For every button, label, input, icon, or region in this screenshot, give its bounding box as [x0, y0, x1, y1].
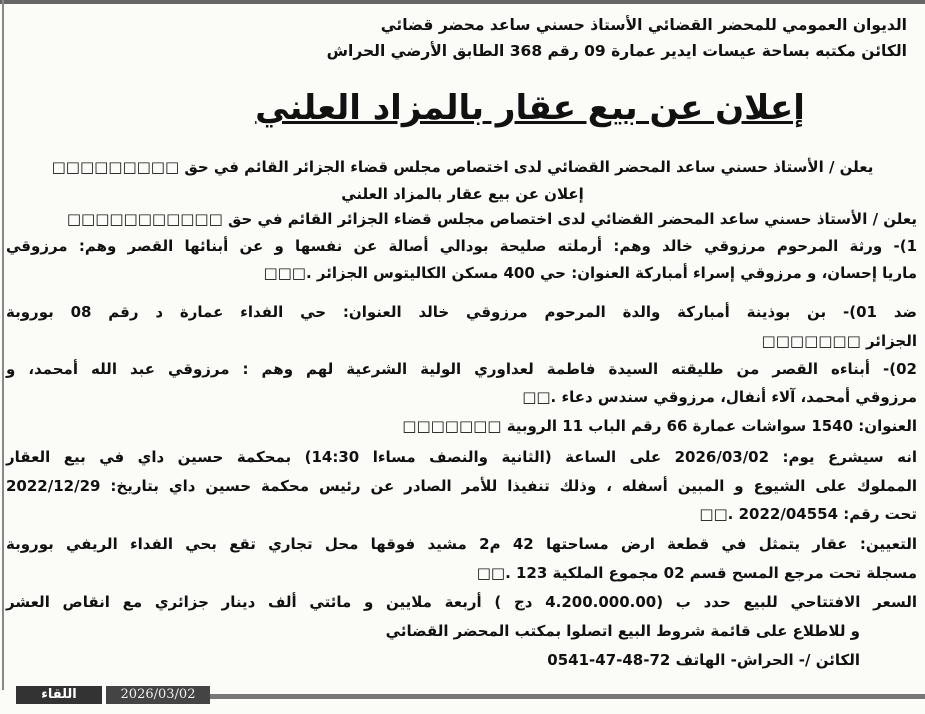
body-line: يعلن / الأستاذ حسني ساعد المحضر القضائي لدى اختصاص مجلس قضاء الجزائر القائم في حق □□□□□□□□□□□ [66, 210, 917, 228]
body-line: السعر الافتتاحي للبيع حدد ب (4.200.000.00 دج ) أربعة ملايين و مائتي ألف دينار جزائري مع انقاص العشر [6, 593, 917, 611]
body-line: المملوك على الشيوع و المبين أسفله ، وذلك تنفيذا للأمر الصادر عن رئيس محكمة حسين داي بتاريخ: 2022/12/29 [6, 477, 917, 495]
body-line: و للاطلاع على قائمة شروط البيع اتصلوا بمكتب المحضر القضائي [385, 622, 860, 640]
body-line: ضد 01)- بن بوذينة أمباركة والدة المرحوم مرزوقي خالد العنوان: حي الفداء عمارة د رقم 08 بوروبة [6, 303, 917, 321]
notice-title: إعلان عن بيع عقار بالمزاد العلني [255, 88, 805, 128]
body-line: مسجلة تحت مرجع المسح قسم 02 مجموع الملكية 123 .□□ [476, 564, 917, 582]
body-line: يعلن / الأستاذ حسني ساعد المحضر القضائي لدى اختصاص مجلس قضاء الجزائر القائم في حق □□□□□□□□□ [51, 158, 874, 176]
left-rule [2, 0, 4, 690]
body-line: ماريا إحسان، و مرزوقي إسراء أمباركة العنوان: حي 400 مسكن الكاليتوس الجزائر .□□□ [263, 264, 917, 282]
top-rule [0, 0, 925, 4]
body-line: مرزوقي أمحمد، آلاء أنفال، مرزوقي سندس دعاء .□□ [522, 388, 917, 406]
publication-name: اللقاء [16, 686, 102, 704]
body-line: الكائن /- الحراش- الهاتف 72-48-47-0541 [547, 651, 860, 669]
header-line-1: الديوان العمومي للمحضر القضائي الأستاذ حسني ساعد محضر قضائي [380, 16, 907, 34]
body-line: إعلان عن بيع عقار بالمزاد العلني [341, 185, 584, 203]
body-line: تحت رقم: 2022/04554 .□□ [699, 505, 917, 523]
footer-rule [210, 694, 925, 699]
publication-date: 2026/03/02 [106, 686, 210, 704]
body-line: التعيين: عقار يتمثل في قطعة ارض مساحتها 42 م2 مشيد فوقها محل تجاري تقع بحي الفداء الريفي بوروبة [6, 535, 917, 553]
header-line-2: الكائن مكتبه بساحة عيسات ايدير عمارة 09 رقم 368 الطابق الأرضي الحراش [326, 42, 907, 60]
footer-bar [0, 686, 925, 704]
body-line: العنوان: 1540 سواشات عمارة 66 رقم الباب 11 الروبية □□□□□□□ [402, 417, 917, 435]
body-line: انه سيشرع يوم: 2026/03/02 على الساعة (الثانية والنصف مساءا 14:30) بمحكمة حسين داي في بيع العقار [6, 448, 917, 466]
body-line: 02)- أبناءه القصر من طليقته السيدة فاطمة لعداوري الولية الشرعية لهم وهم : مرزوقي عبد الله أمحمد، و [6, 360, 917, 378]
body-line: الجزائر □□□□□□□ [761, 332, 917, 350]
body-line: 1)- ورثة المرحوم مرزوقي خالد وهم: أرملته صليحة بودالي أصالة عن نفسها و عن أبنائها القصر وهم: مرزوقي [6, 237, 917, 255]
